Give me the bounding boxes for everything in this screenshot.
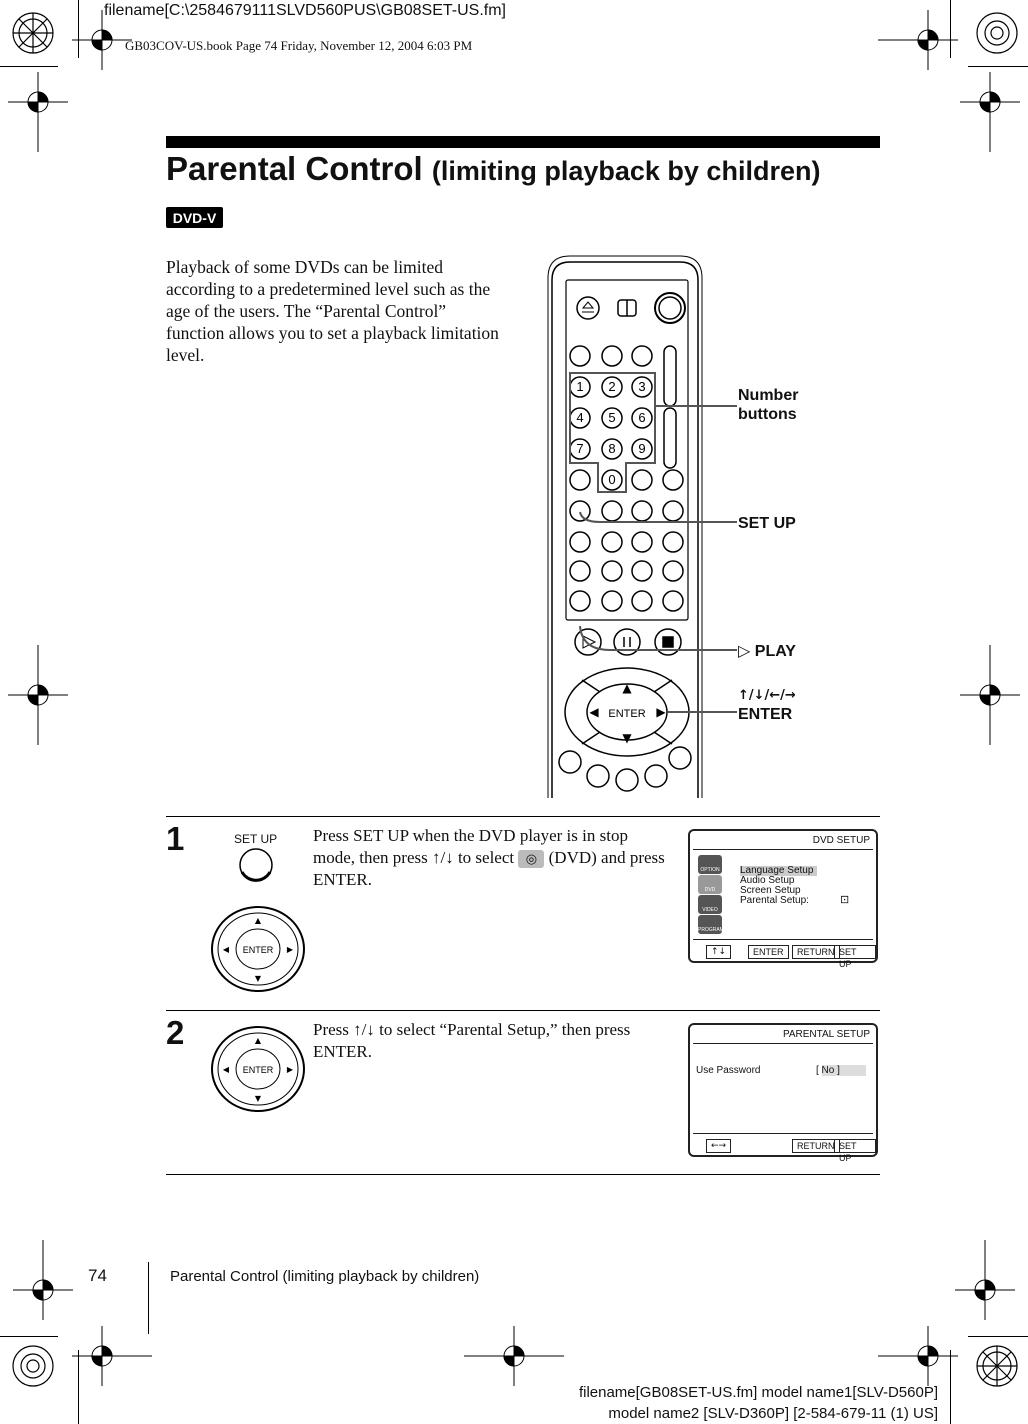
svg-text:▲: ▲ bbox=[622, 681, 632, 695]
svg-text:ENTER: ENTER bbox=[242, 945, 274, 955]
option-icon: OPTION bbox=[698, 855, 722, 874]
digit-7: 7 bbox=[576, 441, 584, 456]
menu-language-setup[interactable]: Language Setup bbox=[740, 866, 817, 876]
digit-0: 0 bbox=[608, 472, 616, 487]
digit-2: 2 bbox=[608, 379, 616, 394]
nav-updown-icon: ↑↓ bbox=[706, 945, 731, 959]
step-divider bbox=[166, 1010, 880, 1011]
use-password-row[interactable] bbox=[696, 1065, 866, 1076]
menu-screen-setup[interactable]: Screen Setup bbox=[740, 885, 801, 896]
setup-button-icon bbox=[236, 846, 276, 886]
step-1-number: 1 bbox=[166, 820, 185, 857]
step-1-text: Press SET UP when the DVD player is in stop mode, then press ↑/↓ to select ◎ (DVD) and press ENTER. bbox=[313, 826, 665, 889]
screen-setup-button[interactable]: SET UP bbox=[834, 1139, 876, 1153]
nav-leftright-icon: ←→ bbox=[706, 1139, 731, 1153]
svg-text:ENTER: ENTER bbox=[242, 1065, 274, 1075]
title-sub: (limiting playback by children) bbox=[431, 156, 821, 186]
page-number: 74 bbox=[88, 1266, 107, 1285]
title-bar bbox=[166, 136, 880, 148]
dvd-v-badge: DVD-V bbox=[166, 207, 223, 228]
remote-enter-text: ENTER bbox=[608, 708, 646, 720]
svg-text:▶: ▶ bbox=[286, 945, 294, 954]
dvd-setup-title: DVD SETUP bbox=[812, 835, 870, 846]
play-icon: ▷ bbox=[738, 643, 751, 660]
step-1-setup-label: SET UP bbox=[234, 832, 278, 846]
parental-setup-title: PARENTAL SETUP bbox=[782, 1029, 870, 1040]
svg-text:▲: ▲ bbox=[254, 1036, 262, 1045]
svg-text:▼: ▼ bbox=[254, 974, 262, 983]
svg-text:◀: ◀ bbox=[589, 705, 599, 719]
title-main: Parental Control bbox=[166, 150, 423, 187]
number-buttons-label: Number buttons bbox=[738, 387, 799, 423]
svg-text:▲: ▲ bbox=[254, 916, 262, 925]
screen-return-button[interactable]: RETURN bbox=[792, 1139, 840, 1153]
step-2-enter-pad-icon bbox=[210, 1026, 306, 1114]
parental-setup-screen bbox=[688, 1023, 878, 1163]
header-book-info: GB03COV-US.book Page 74 Friday, November 12, 2004 6:03 PM bbox=[125, 38, 473, 53]
enter-label: ENTER bbox=[738, 706, 793, 723]
use-password-label: Use Password bbox=[696, 1065, 761, 1076]
svg-text:▶: ▶ bbox=[286, 1065, 294, 1074]
screen-return-button[interactable]: RETURN bbox=[792, 945, 840, 959]
arrows-label: ↑/↓/←/→ bbox=[738, 688, 796, 703]
page-title bbox=[166, 150, 820, 188]
lock-icon: ⊡ bbox=[840, 894, 850, 906]
step-2-text: Press ↑/↓ to select “Parental Setup,” then press ENTER. bbox=[313, 1020, 631, 1061]
step-2-number: 2 bbox=[166, 1014, 185, 1051]
dvd-disc-icon: ◎ bbox=[518, 850, 544, 868]
step-1-enter-pad-icon bbox=[210, 906, 306, 994]
use-password-value: [ No ] bbox=[816, 1065, 840, 1076]
footer-file-info: filename[GB08SET-US.fm] model name1[SLV-D560P] model name2 [SLV-D360P] [2-584-679-11 (1) US] bbox=[578, 1384, 938, 1422]
setup-menu bbox=[740, 866, 817, 906]
digit-9: 9 bbox=[638, 441, 646, 456]
callout-lines bbox=[560, 380, 740, 720]
setup-icon-column bbox=[698, 855, 722, 934]
digit-5: 5 bbox=[608, 410, 616, 425]
digit-6: 6 bbox=[638, 410, 646, 425]
play-label: ▷ PLAY bbox=[738, 643, 796, 660]
digit-4: 4 bbox=[576, 410, 584, 425]
video-icon: VIDEO bbox=[698, 895, 722, 914]
digit-3: 3 bbox=[638, 379, 646, 394]
svg-text:▶: ▶ bbox=[656, 705, 666, 719]
dvd-icon: DVD bbox=[698, 875, 722, 894]
header-filename: filename[C:\2584679111SLVD560PUS\GB08SET-US.fm] bbox=[104, 2, 506, 19]
program-icon: PROGRAM bbox=[698, 915, 722, 934]
dvd-setup-screen bbox=[688, 829, 878, 969]
menu-parental-setup[interactable]: Parental Setup: bbox=[740, 895, 809, 906]
digit-8: 8 bbox=[608, 441, 616, 456]
screen-setup-button[interactable]: SET UP bbox=[834, 945, 876, 959]
screen-enter-button[interactable]: ENTER bbox=[748, 945, 789, 959]
svg-text:▼: ▼ bbox=[622, 731, 632, 745]
svg-text:◀: ◀ bbox=[222, 945, 230, 954]
step-divider bbox=[166, 1174, 880, 1175]
arrows-enter-label bbox=[738, 686, 796, 724]
running-title: Parental Control (limiting playback by children) bbox=[170, 1268, 480, 1285]
digit-1: 1 bbox=[576, 379, 584, 394]
svg-text:▼: ▼ bbox=[254, 1094, 262, 1103]
setup-label: SET UP bbox=[738, 515, 796, 532]
intro-paragraph: Playback of some DVDs can be limited according to a predetermined level such as the age of the users. The “Parental Control” function allows you to set a playback limitation level. bbox=[166, 257, 499, 365]
svg-text:◀: ◀ bbox=[222, 1065, 230, 1074]
step-divider bbox=[166, 816, 880, 817]
menu-audio-setup[interactable]: Audio Setup bbox=[740, 875, 795, 886]
